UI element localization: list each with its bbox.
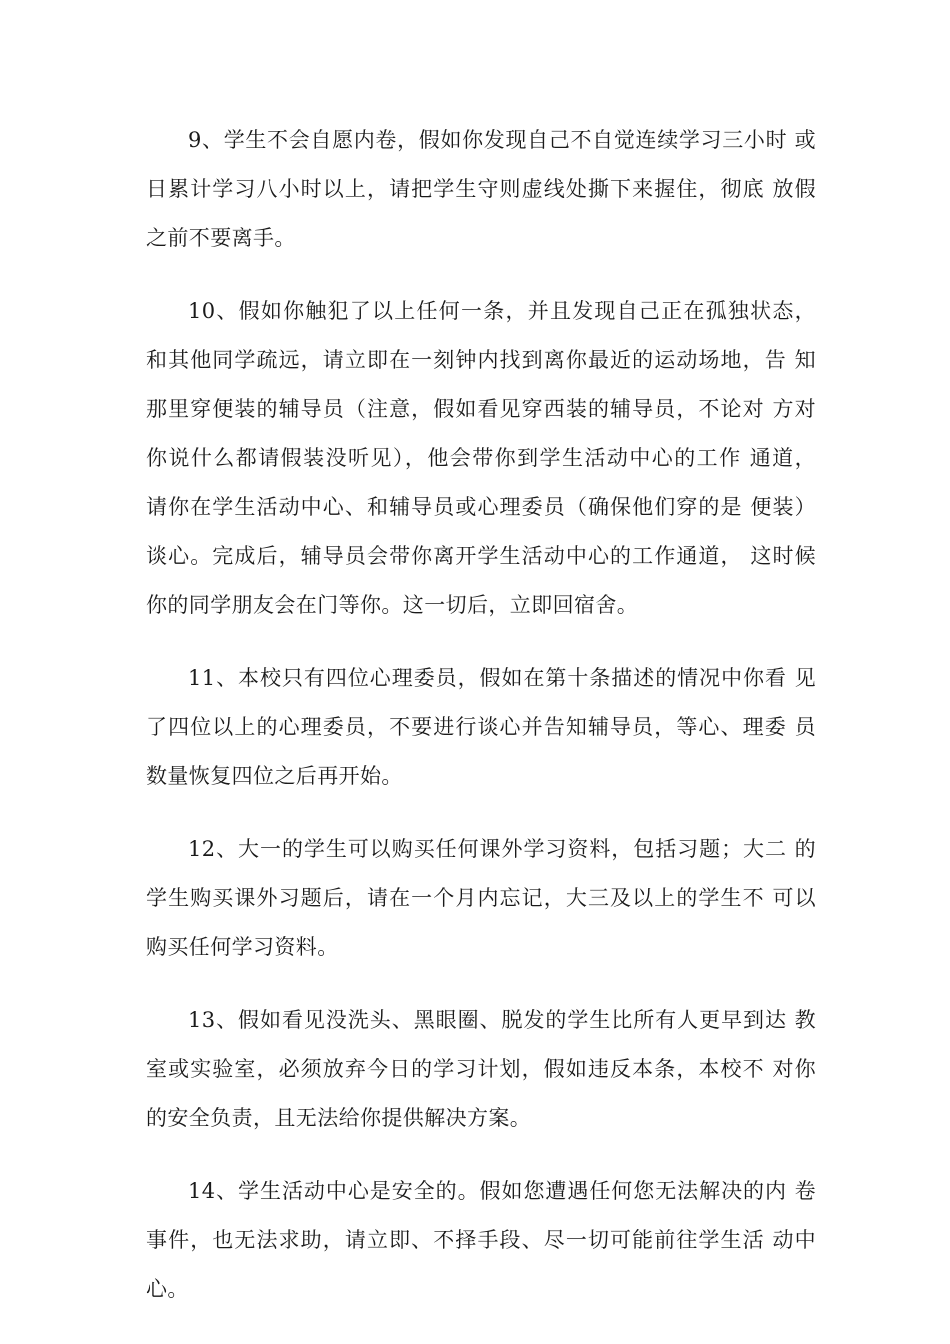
paragraph-line: 10、假如你触犯了以上任何一条，并且发现自己正在孤独状态， bbox=[188, 299, 816, 323]
paragraph-line: 11、本校只有四位心理委员，假如在第十条描述的情况中你看 见 bbox=[188, 666, 816, 690]
paragraph-rule-13 bbox=[146, 996, 816, 1143]
paragraph-line: 14、学生活动中心是安全的。假如您遭遇任何您无法解决的内 卷 bbox=[188, 1179, 816, 1203]
paragraph-line: 和其他同学疏远，请立即在一刻钟内找到离你最近的运动场地，告 知 bbox=[146, 348, 816, 372]
paragraph-line: 了四位以上的心理委员，不要进行谈心并告知辅导员，等心、理委 员 bbox=[146, 715, 816, 739]
paragraph-line: 购买任何学习资料。 bbox=[146, 935, 339, 959]
paragraph-line: 日累计学习八小时以上，请把学生守则虚线处撕下来握住，彻底 放假 bbox=[146, 177, 816, 201]
paragraph-line: 那里穿便装的辅导员（注意，假如看见穿西装的辅导员，不论对 方对 bbox=[146, 397, 816, 421]
paragraph-rule-10 bbox=[146, 287, 816, 630]
paragraph-line: 你的同学朋友会在门等你。这一切后，立即回宿舍。 bbox=[146, 593, 639, 617]
paragraph-line: 13、假如看见没洗头、黑眼圈、脱发的学生比所有人更早到达 教 bbox=[188, 1008, 816, 1032]
paragraph-line: 学生购买课外习题后，请在一个月内忘记，大三及以上的学生不 可以 bbox=[146, 886, 816, 910]
paragraph-line: 12、大一的学生可以购买任何课外学习资料，包括习题；大二 的 bbox=[188, 837, 816, 861]
paragraph-line: 室或实验室，必须放弃今日的学习计划，假如违反本条，本校不 对你 bbox=[146, 1057, 816, 1081]
paragraph-rule-14 bbox=[146, 1167, 816, 1314]
paragraph-rule-11 bbox=[146, 654, 816, 801]
paragraph-rule-9 bbox=[146, 116, 816, 263]
paragraph-line: 请你在学生活动中心、和辅导员或心理委员（确保他们穿的是 便装） bbox=[146, 495, 816, 519]
paragraph-line: 谈心。完成后，辅导员会带你离开学生活动中心的工作通道， 这时候 bbox=[146, 544, 816, 568]
paragraph-line: 你说什么都请假装没听见），他会带你到学生活动中心的工作 通道， bbox=[146, 446, 816, 470]
paragraph-line: 9、学生不会自愿内卷，假如你发现自己不自觉连续学习三小时 或 bbox=[188, 128, 816, 152]
paragraph-line: 数量恢复四位之后再开始。 bbox=[146, 764, 403, 788]
paragraph-line: 的安全负责，且无法给你提供解决方案。 bbox=[146, 1106, 532, 1130]
paragraph-line: 事件，也无法求助，请立即、不择手段、尽一切可能前往学生活 动中 bbox=[146, 1228, 816, 1252]
paragraph-line: 之前不要离手。 bbox=[146, 226, 296, 250]
paragraph-line: 心。 bbox=[146, 1277, 189, 1301]
paragraph-rule-12 bbox=[146, 825, 816, 972]
document-body bbox=[146, 116, 816, 1338]
